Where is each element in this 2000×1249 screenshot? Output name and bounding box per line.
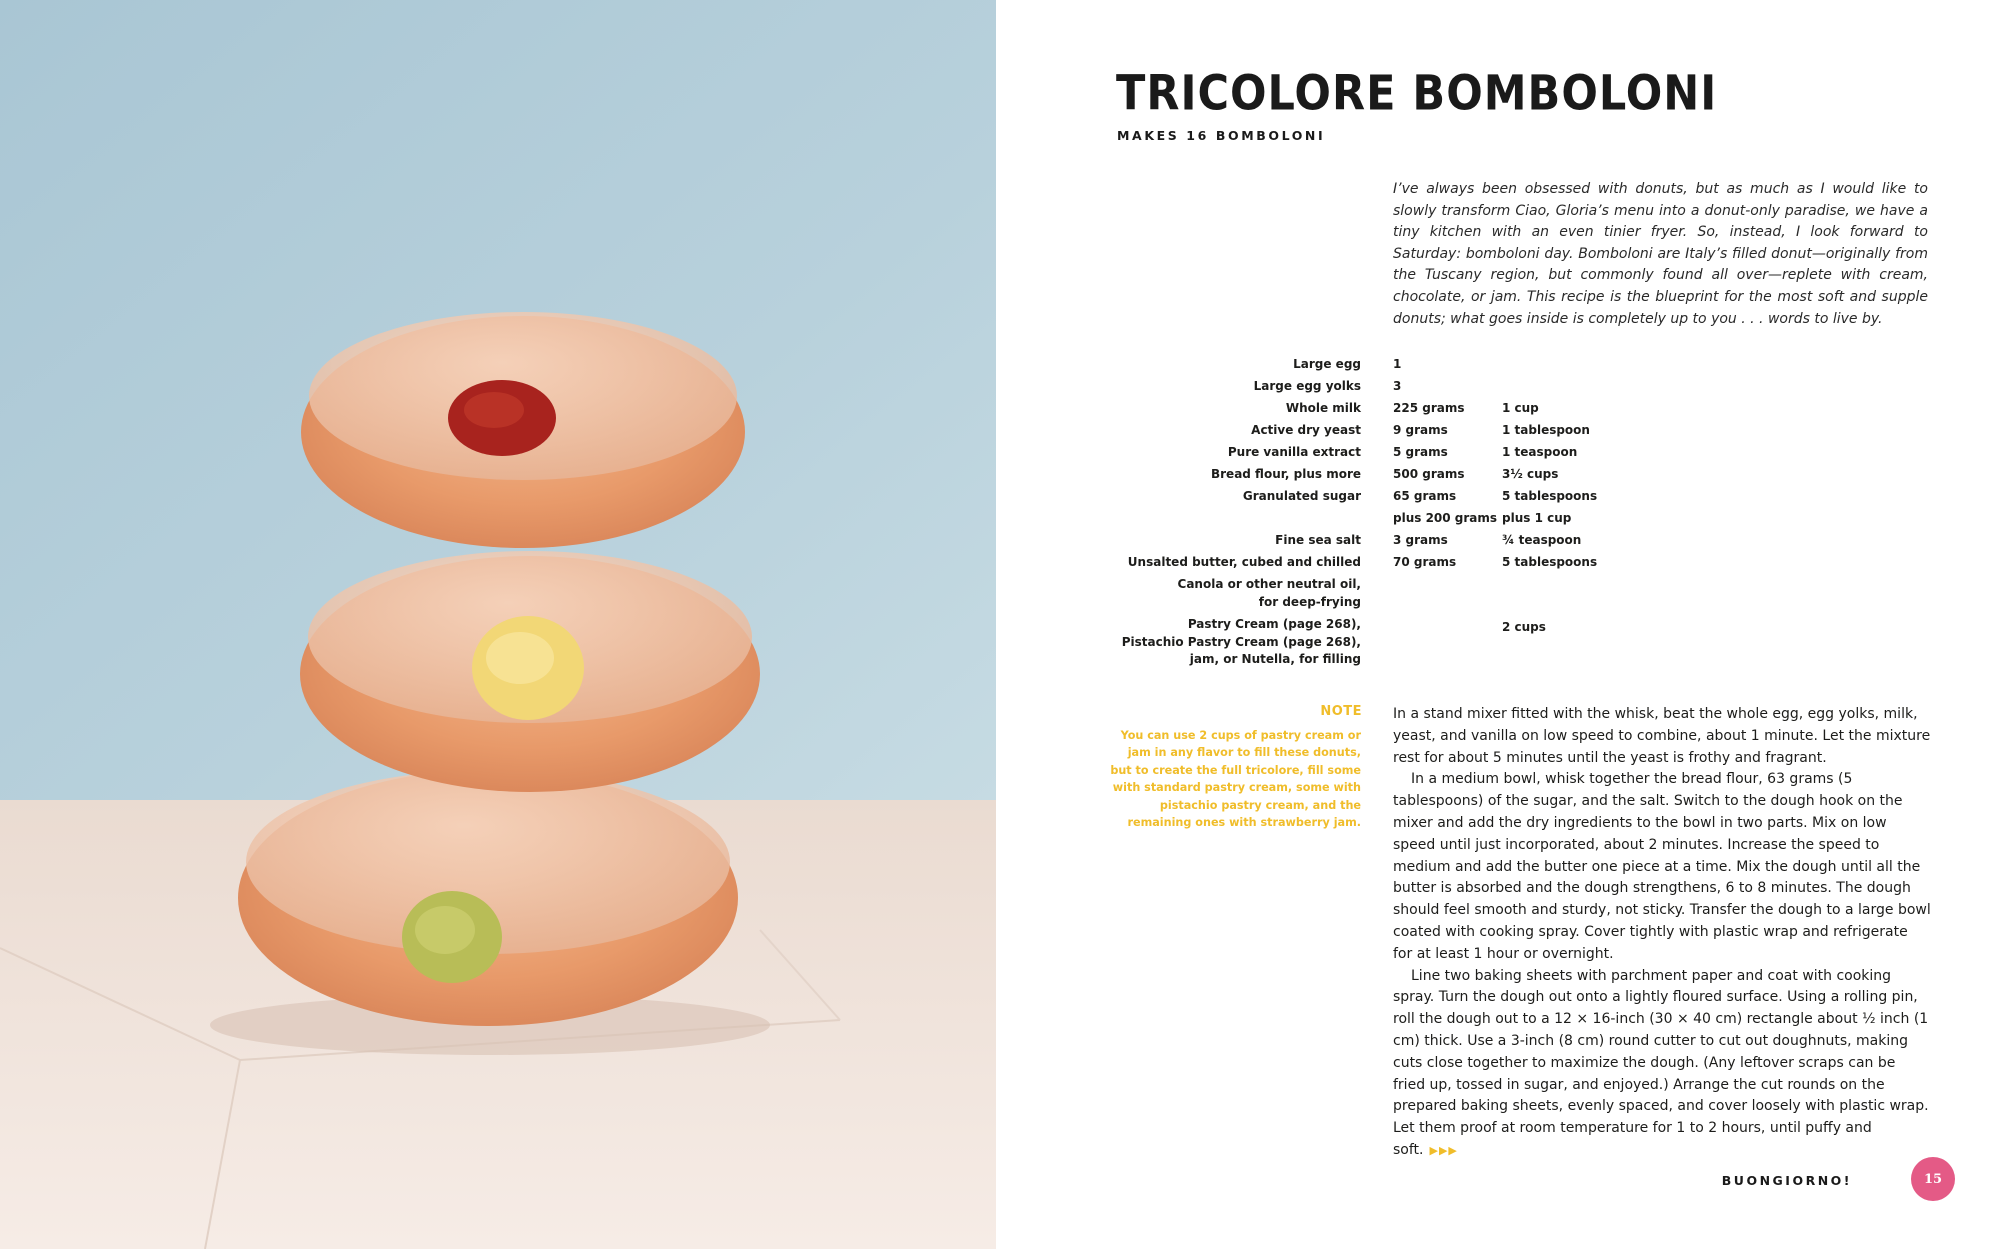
ingredient-metric: plus 200 grams [1393,511,1498,525]
ingredient-metric: 225 grams [1393,401,1465,415]
recipe-yield: MAKES 16 BOMBOLONI [1117,128,1326,143]
note-text: You can use 2 cups of pastry cream or jam in any flavor to fill these donuts, but to create the full tricolore, fill some with standard pastry cream, some with pistachio pastry cream, and the remaining ones with strawberry jam. [1110,729,1361,830]
ingredient-metric: 500 grams [1393,467,1465,481]
donut-middle [300,551,760,792]
photo-illustration [0,0,996,1249]
ingredient-volume: 3½ cups [1502,467,1559,481]
ingredient-metric: 1 [1393,357,1402,371]
ingredient-name [1101,616,1361,669]
ingredient-name-line: jam, or Nutella, for filling [1189,652,1361,666]
ingredient-name: Bread flour, plus more [1210,467,1361,481]
ingredient-volume: 1 teaspoon [1502,445,1578,459]
bomboloni-photo [0,0,996,1249]
method-step [1393,966,1931,1162]
ingredient-name-line: Pastry Cream (page 268), [1187,617,1361,631]
ingredient-metric: 9 grams [1393,423,1448,437]
recipe-intro: I’ve always been obsessed with donuts, but as much as I would like to slowly transform Ciao, Gloria’s menu into a donut-only paradise, we have a tiny kitchen with an even tinier fryer. So, instead, I look forward to Saturday: bomboloni day. Bomboloni are Italy’s filled donut—originally from the Tuscany region, but commonly found all over—replete with cream, chocolate, or jam. This recipe is the blueprint for the most soft and supple donuts; what goes inside is completely up to you . . . words to live by. [1393,181,1928,327]
running-head: BUONGIORNO! [1721,1173,1852,1188]
continued-arrows-icon: ▶▶▶ [1429,1143,1458,1157]
method-step: In a stand mixer fitted with the whisk, beat the whole egg, egg yolks, milk, yeast, and vanilla on low speed to combine, about 1 minute. Let the mixture rest for about 5 minutes until the yeast is frothy and fragrant. [1393,706,1931,766]
page-number-badge: 15 [1911,1157,1955,1201]
donut-bottom [238,770,738,1026]
ingredient-metric: 3 grams [1393,533,1448,547]
ingredient-name: Whole milk [1285,401,1361,415]
method-step: In a medium bowl, whisk together the bread flour, 63 grams (5 tablespoons) of the sugar, and the salt. Switch to the dough hook on the mixer and add the dry ingredients to the bowl in two parts. Mix on low speed until just incorporated, about 2 minutes. Increase the speed to medium and add the butter one piece at a time. Mix the dough until all the butter is absorbed and the dough strengthens, 6 to 8 minutes. The dough should feel smooth and sturdy, not sticky. Transfer the dough to a large bowl coated with cooking spray. Cover tightly with plastic wrap and refrigerate for at least 1 hour or overnight. [1393,771,1931,962]
ingredient-volume: 5 tablespoons [1502,555,1598,569]
ingredient-name [1101,576,1361,611]
ingredient-metric: 5 grams [1393,445,1448,459]
ingredient-volume: 5 tablespoons [1502,489,1598,503]
ingredient-name: Fine sea salt [1275,533,1361,547]
ingredient-volume: 1 cup [1502,401,1539,415]
ingredient-metric: 65 grams [1393,489,1457,503]
ingredient-volume: ¾ teaspoon [1502,533,1582,547]
ingredient-name: Granulated sugar [1242,489,1361,503]
ingredient-name: Large egg [1293,357,1361,371]
method-text [1393,704,1931,1162]
ingredient-name: Pure vanilla extract [1227,445,1361,459]
ingredient-volume: 1 tablespoon [1502,423,1590,437]
ingredient-name: Active dry yeast [1251,423,1361,437]
ingredient-name: Unsalted butter, cubed and chilled [1127,555,1361,569]
donut-top [301,312,745,548]
ingredient-name: Large egg yolks [1253,379,1361,393]
ingredient-name-line: for deep-frying [1258,594,1361,609]
recipe-title: TRICOLORE BOMBOLONI [1116,66,1718,122]
ingredient-volume: 2 cups [1502,620,1546,634]
ingredient-name-line: Canola or other neutral oil, [1177,577,1361,591]
ingredient-metric: 70 grams [1393,555,1457,569]
ingredient-name-line: Pistachio Pastry Cream (page 268), [1121,634,1361,649]
method-step-text: Line two baking sheets with parchment paper and coat with cooking spray. Turn the dough out onto a lightly floured surface. Using a rolling pin, roll the dough out to a 12 × 16-inch (30 × 40 cm) rectangle about ½ inch (1 cm) thick. Use a 3-inch (8 cm) round cutter to cut out doughnuts, making cuts close together to maximize the dough. (Any leftover scraps can be fried up, tossed in sugar, and enjoyed.) Arrange the cut rounds on the prepared baking sheets, evenly spaced, and cover loosely with plastic wrap. Let them proof at room temperature for 1 to 2 hours, until puffy and soft. [1393,967,1929,1158]
note-title: NOTE [1320,704,1362,719]
ingredient-volume: plus 1 cup [1502,511,1572,525]
ingredient-metric: 3 [1393,379,1402,393]
